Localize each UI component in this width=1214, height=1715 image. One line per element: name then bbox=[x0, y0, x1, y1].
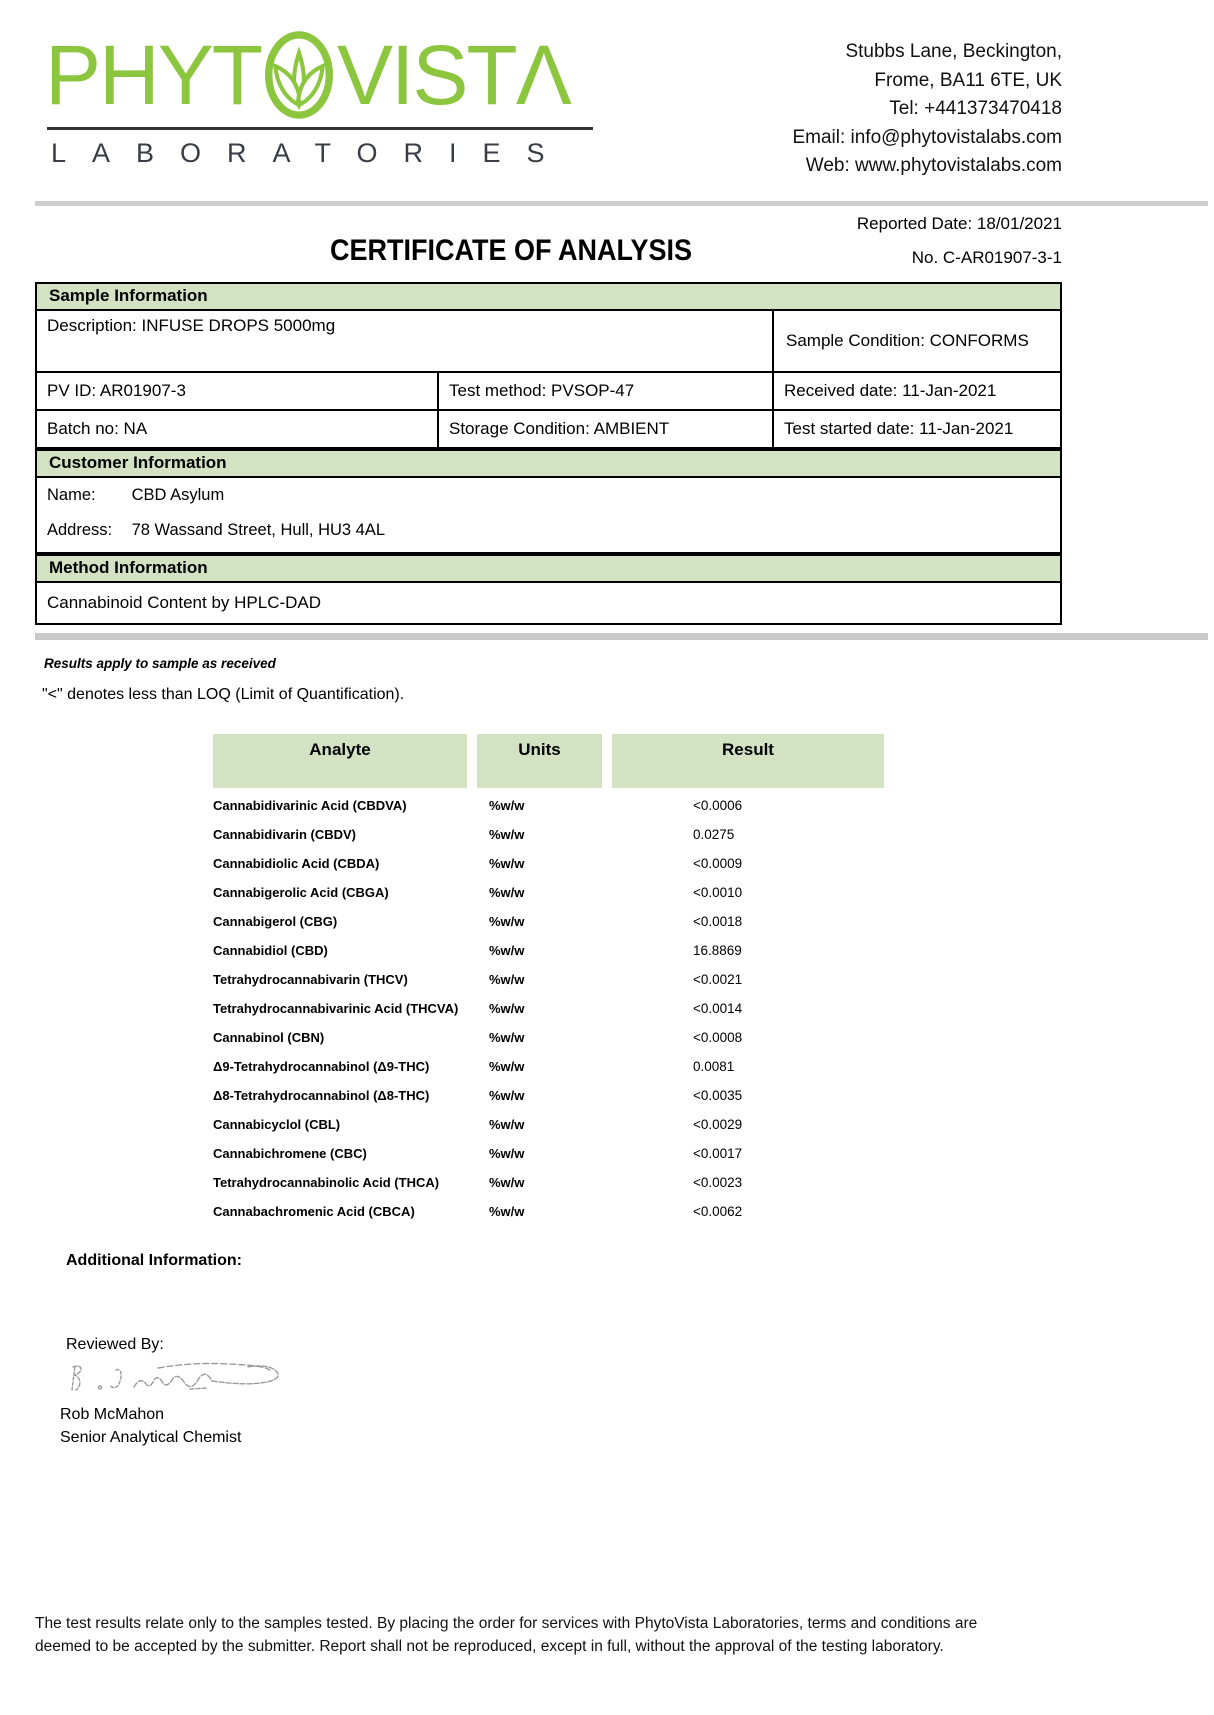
loq-note: "<" denotes less than LOQ (Limit of Quantification). bbox=[42, 685, 405, 703]
batch-no: Batch no: NA bbox=[47, 418, 148, 438]
table-row bbox=[213, 1052, 884, 1081]
results-note: Results apply to sample as received bbox=[44, 655, 276, 671]
reviewed-by-label: Reviewed By: bbox=[66, 1335, 164, 1353]
sample-info-row-description bbox=[37, 311, 1060, 371]
leaf-icon bbox=[262, 30, 336, 120]
page-header bbox=[0, 0, 1214, 181]
table-row bbox=[213, 820, 884, 849]
logo-subtitle: LABORATORIES bbox=[51, 138, 571, 168]
analyte-result: <0.0010 bbox=[693, 884, 743, 900]
analyte-name: Cannabachromenic Acid (CBCA) bbox=[213, 1203, 415, 1219]
analyte-name: Cannabinol (CBN) bbox=[213, 1029, 325, 1045]
sample-condition: Sample Condition: CONFORMS bbox=[772, 311, 1060, 371]
analyte-result: <0.0014 bbox=[693, 1000, 743, 1016]
customer-address-label: Address: bbox=[47, 520, 113, 539]
analyte-name: Tetrahydrocannabivarin (THCV) bbox=[213, 971, 408, 987]
analyte-units: %w/w bbox=[489, 826, 525, 842]
customer-address-line bbox=[47, 521, 1060, 540]
logo-text-start: PHYT bbox=[45, 28, 262, 122]
analyte-name: Cannabidivarinic Acid (CBDVA) bbox=[213, 797, 407, 813]
table-row bbox=[213, 965, 884, 994]
contact-address-line2: Frome, BA11 6TE, UK bbox=[874, 69, 1062, 91]
analyte-result: 0.0275 bbox=[693, 826, 735, 842]
section-divider bbox=[35, 633, 1208, 640]
page-title: CERTIFICATE OF ANALYSIS bbox=[330, 233, 693, 267]
column-header-result: Result bbox=[612, 734, 884, 788]
pv-id: PV ID: AR01907-3 bbox=[47, 380, 186, 400]
storage-condition: Storage Condition: AMBIENT bbox=[437, 411, 772, 447]
header-divider bbox=[35, 201, 1208, 206]
analyte-units: %w/w bbox=[489, 1174, 525, 1190]
column-header-analyte: Analyte bbox=[213, 734, 467, 788]
reported-date: Reported Date: 18/01/2021 bbox=[856, 213, 1062, 233]
analyte-units: %w/w bbox=[489, 942, 525, 958]
reviewer-title: Senior Analytical Chemist bbox=[60, 1428, 242, 1446]
results-table bbox=[213, 734, 884, 1226]
analyte-name: Cannabichromene (CBC) bbox=[213, 1145, 367, 1161]
contact-email: Email: info@phytovistalabs.com bbox=[792, 126, 1062, 148]
analyte-name: Δ8-Tetrahydrocannabinol (Δ8-THC) bbox=[213, 1087, 430, 1103]
analyte-result: <0.0021 bbox=[693, 971, 743, 987]
table-row bbox=[213, 1139, 884, 1168]
analyte-result: <0.0062 bbox=[693, 1203, 743, 1219]
analyte-units: %w/w bbox=[489, 1203, 525, 1219]
contact-address-line1: Stubbs Lane, Beckington, bbox=[845, 41, 1062, 62]
table-row bbox=[213, 1168, 884, 1197]
test-method: Test method: PVSOP-47 bbox=[437, 373, 772, 409]
additional-information-label: Additional Information: bbox=[66, 1251, 242, 1269]
customer-name-value: CBD Asylum bbox=[131, 485, 225, 504]
company-logo bbox=[45, 30, 593, 169]
analyte-result: 0.0081 bbox=[693, 1058, 735, 1074]
customer-name-label: Name: bbox=[47, 485, 96, 504]
analyte-result: <0.0017 bbox=[693, 1145, 743, 1161]
reviewer-name: Rob McMahon bbox=[60, 1405, 165, 1423]
analyte-name: Cannabigerolic Acid (CBGA) bbox=[213, 884, 389, 900]
table-row bbox=[213, 1197, 884, 1226]
customer-information-box bbox=[35, 478, 1062, 554]
analyte-units: %w/w bbox=[489, 1145, 525, 1161]
customer-name-line bbox=[47, 486, 1060, 505]
table-row bbox=[213, 936, 884, 965]
analyte-result: <0.0018 bbox=[693, 913, 743, 929]
analyte-name: Tetrahydrocannabinolic Acid (THCA) bbox=[213, 1174, 440, 1190]
analyte-units: %w/w bbox=[489, 1058, 525, 1074]
analyte-result: <0.0035 bbox=[693, 1087, 743, 1103]
table-row bbox=[213, 1110, 884, 1139]
analyte-units: %w/w bbox=[489, 1000, 525, 1016]
table-row bbox=[213, 1081, 884, 1110]
table-row bbox=[213, 994, 884, 1023]
logo-text-end: VISTΛ bbox=[337, 28, 570, 122]
analyte-result: 16.8869 bbox=[693, 942, 742, 958]
analyte-units: %w/w bbox=[489, 1116, 525, 1132]
results-table-body bbox=[213, 791, 884, 1226]
info-sections bbox=[35, 282, 1062, 625]
analyte-name: Cannabidivarin (CBDV) bbox=[213, 826, 357, 842]
table-row bbox=[213, 907, 884, 936]
analyte-name: Cannabidiolic Acid (CBDA) bbox=[213, 855, 380, 871]
report-header bbox=[35, 212, 1179, 282]
sample-description: Description: INFUSE DROPS 5000mg bbox=[47, 315, 336, 335]
analyte-units: %w/w bbox=[489, 1029, 525, 1045]
analyte-name: Tetrahydrocannabivarinic Acid (THCVA) bbox=[213, 1000, 459, 1016]
footer-disclaimer bbox=[35, 1612, 1190, 1659]
table-row bbox=[213, 1023, 884, 1052]
test-started-date: Test started date: 11-Jan-2021 bbox=[772, 411, 1060, 447]
table-row bbox=[213, 791, 884, 820]
logo-wordmark bbox=[45, 30, 593, 120]
footer-line2: deemed to be accepted by the submitter. Report shall not be reproduced, except in full, without the approval of the testing laboratory. bbox=[35, 1638, 944, 1656]
analyte-units: %w/w bbox=[489, 884, 525, 900]
contact-block bbox=[792, 30, 1062, 181]
sample-info-row-ids bbox=[37, 371, 1060, 409]
certificate-number: No. C-AR01907-3-1 bbox=[911, 247, 1062, 267]
analyte-name: Cannabidiol (CBD) bbox=[213, 942, 328, 958]
analyte-result: <0.0006 bbox=[693, 797, 743, 813]
analyte-result: <0.0023 bbox=[693, 1174, 743, 1190]
analyte-result: <0.0008 bbox=[693, 1029, 743, 1045]
analyte-name: Cannabigerol (CBG) bbox=[213, 913, 338, 929]
contact-tel: Tel: +441373470418 bbox=[889, 98, 1062, 119]
customer-address-value: 78 Wassand Street, Hull, HU3 4AL bbox=[131, 520, 386, 539]
sample-info-row-batch bbox=[37, 409, 1060, 447]
analyte-units: %w/w bbox=[489, 971, 525, 987]
analyte-result: <0.0029 bbox=[693, 1116, 743, 1132]
section-header-customer-information: Customer Information bbox=[35, 449, 1062, 478]
table-row bbox=[213, 878, 884, 907]
analyte-units: %w/w bbox=[489, 855, 525, 871]
section-header-method-information: Method Information bbox=[35, 554, 1062, 583]
results-table-header bbox=[213, 734, 884, 788]
analyte-units: %w/w bbox=[489, 797, 525, 813]
analyte-units: %w/w bbox=[489, 1087, 525, 1103]
signature-image bbox=[62, 1356, 292, 1398]
section-header-sample-information: Sample Information bbox=[35, 282, 1062, 311]
analyte-name: Δ9-Tetrahydrocannabinol (Δ9-THC) bbox=[213, 1058, 430, 1074]
footer-line1: The test results relate only to the samples tested. By placing the order for services with PhytoVista Laboratories, terms and conditions are bbox=[35, 1615, 978, 1632]
received-date: Received date: 11-Jan-2021 bbox=[772, 373, 1060, 409]
table-row bbox=[213, 849, 884, 878]
analyte-result: <0.0009 bbox=[693, 855, 743, 871]
sample-information-table bbox=[35, 311, 1062, 449]
analyte-name: Cannabicyclol (CBL) bbox=[213, 1116, 341, 1132]
column-header-units: Units bbox=[477, 734, 602, 788]
analyte-units: %w/w bbox=[489, 913, 525, 929]
logo-divider bbox=[47, 127, 593, 130]
contact-web: Web: www.phytovistalabs.com bbox=[805, 155, 1062, 176]
method-information-box: Cannabinoid Content by HPLC-DAD bbox=[35, 583, 1062, 625]
